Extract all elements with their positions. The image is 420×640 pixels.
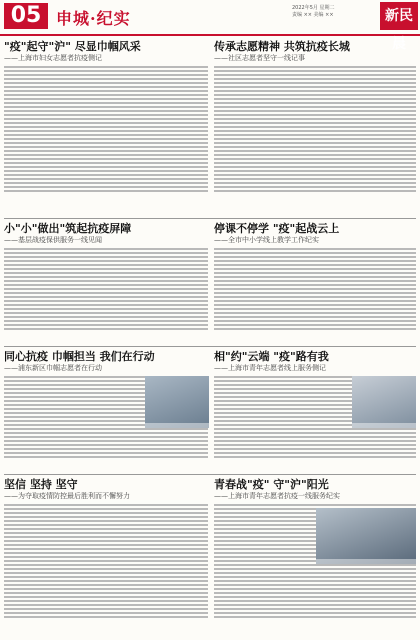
news-photo xyxy=(352,376,416,428)
page-number: 05 xyxy=(4,3,48,29)
article-body xyxy=(214,66,416,192)
news-photo xyxy=(145,376,209,428)
masthead-logo: 新民晨 xyxy=(380,2,418,30)
article-body xyxy=(4,66,208,192)
article-title: 坚信 坚持 坚守 xyxy=(4,478,78,491)
article-title: 青春战"疫" 守"沪"阳光 xyxy=(214,478,329,491)
article-subtitle: ——社区志愿者坚守一线记事 xyxy=(214,54,305,62)
divider xyxy=(4,474,416,475)
article-title: 传承志愿精神 共筑抗疫长城 xyxy=(214,40,350,53)
editor-line: 责编 ×× 美编 ×× xyxy=(292,12,334,18)
article-title: 小"小"做出"筑起抗疫屏障 xyxy=(4,222,132,235)
divider xyxy=(4,218,416,219)
news-photo xyxy=(316,508,416,564)
article-body xyxy=(214,248,416,330)
article-subtitle: ——基层战疫保供服务一线见闻 xyxy=(4,236,102,244)
article-body xyxy=(4,248,208,330)
article-1 xyxy=(4,40,208,212)
article-title: 同心抗疫 巾帼担当 我们在行动 xyxy=(4,350,155,363)
edition-meta xyxy=(292,5,382,19)
article-2 xyxy=(214,40,416,212)
article-3 xyxy=(4,222,208,340)
date-line: 2022年5月 星期二 xyxy=(292,5,335,11)
divider xyxy=(4,346,416,347)
article-subtitle: ——上海市妇女志愿者抗疫侧记 xyxy=(4,54,102,62)
article-subtitle: ——全市中小学线上教学工作纪实 xyxy=(214,236,319,244)
article-subtitle: ——为夺取疫情防控最后胜利而不懈努力 xyxy=(4,492,130,500)
article-7 xyxy=(4,478,208,636)
article-title: "疫"起守"沪" 尽显巾帼风采 xyxy=(4,40,141,53)
article-subtitle: ——浦东新区巾帼志愿者在行动 xyxy=(4,364,102,372)
article-body xyxy=(4,504,208,618)
article-subtitle: ——上海市青年志愿者抗疫一线服务纪实 xyxy=(214,492,340,500)
article-subtitle: ——上海市青年志愿者线上服务侧记 xyxy=(214,364,326,372)
section-title: 申城·纪实 xyxy=(56,9,131,28)
article-title: 停课不停学 "疫"起战云上 xyxy=(214,222,340,235)
article-4 xyxy=(214,222,416,340)
article-title: 相"约"云端 "疫"路有我 xyxy=(214,350,329,363)
